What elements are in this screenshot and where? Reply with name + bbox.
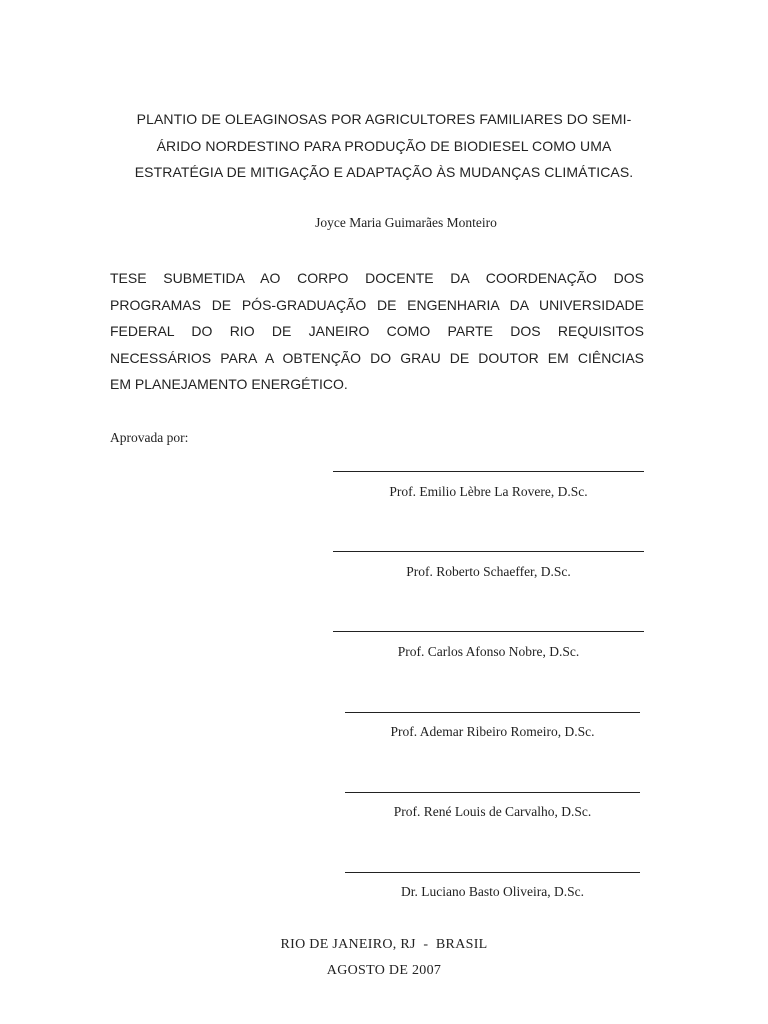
signature-line (345, 792, 640, 793)
signature-line (345, 872, 640, 873)
approved-by-label: Aprovada por: (110, 430, 189, 445)
thesis-line: FEDERAL DO RIO DE JANEIRO COMO PARTE DOS REQUISITOS (110, 323, 644, 340)
signatory-name: Prof. Emilio Lèbre La Rovere, D.Sc. (389, 484, 588, 499)
signature-block (345, 872, 640, 899)
thesis-line: EM PLANEJAMENTO ENERGÉTICO. (110, 376, 348, 393)
thesis-statement (110, 265, 644, 398)
title-line: ÁRIDO NORDESTINO PARA PRODUÇÃO DE BIODIESEL COMO UMA (156, 137, 612, 154)
signature-block (345, 712, 640, 739)
signature-line (345, 712, 640, 713)
signature-block (333, 551, 644, 579)
signature-block (333, 631, 644, 659)
title-line: ESTRATÉGIA DE MITIGAÇÃO E ADAPTAÇÃO ÀS MUDANÇAS CLIMÁTICAS. (134, 164, 634, 180)
thesis-line: PROGRAMAS DE PÓS-GRADUAÇÃO DE ENGENHARIA DA UNIVERSIDADE (110, 296, 644, 313)
signatory-name: Prof. René Louis de Carvalho, D.Sc. (393, 804, 592, 819)
signatory-name: Prof. Carlos Afonso Nobre, D.Sc. (397, 644, 580, 659)
signatory-name: Prof. Ademar Ribeiro Romeiro, D.Sc. (390, 724, 595, 739)
footer-date: AGOSTO DE 2007 (326, 963, 442, 978)
author-name: Joyce Maria Guimarães Monteiro (315, 215, 497, 230)
title-line: PLANTIO DE OLEAGINOSAS POR AGRICULTORES FAMILIARES DO SEMI- (136, 111, 632, 127)
signature-line (333, 471, 644, 472)
signature-line (333, 631, 644, 632)
thesis-line: TESE SUBMETIDA AO CORPO DOCENTE DA COORDENAÇÃO DOS (110, 270, 644, 286)
footer-location: RIO DE JANEIRO, RJ - BRASIL (280, 937, 488, 952)
signatory-name: Prof. Roberto Schaeffer, D.Sc. (406, 564, 571, 579)
thesis-line: NECESSÁRIOS PARA A OBTENÇÃO DO GRAU DE DOUTOR EM CIÊNCIAS (110, 349, 644, 366)
signature-block (345, 792, 640, 819)
signature-block (333, 471, 644, 499)
thesis-title (100, 106, 668, 186)
signatory-name: Dr. Luciano Basto Oliveira, D.Sc. (401, 884, 584, 899)
signature-line (333, 551, 644, 552)
